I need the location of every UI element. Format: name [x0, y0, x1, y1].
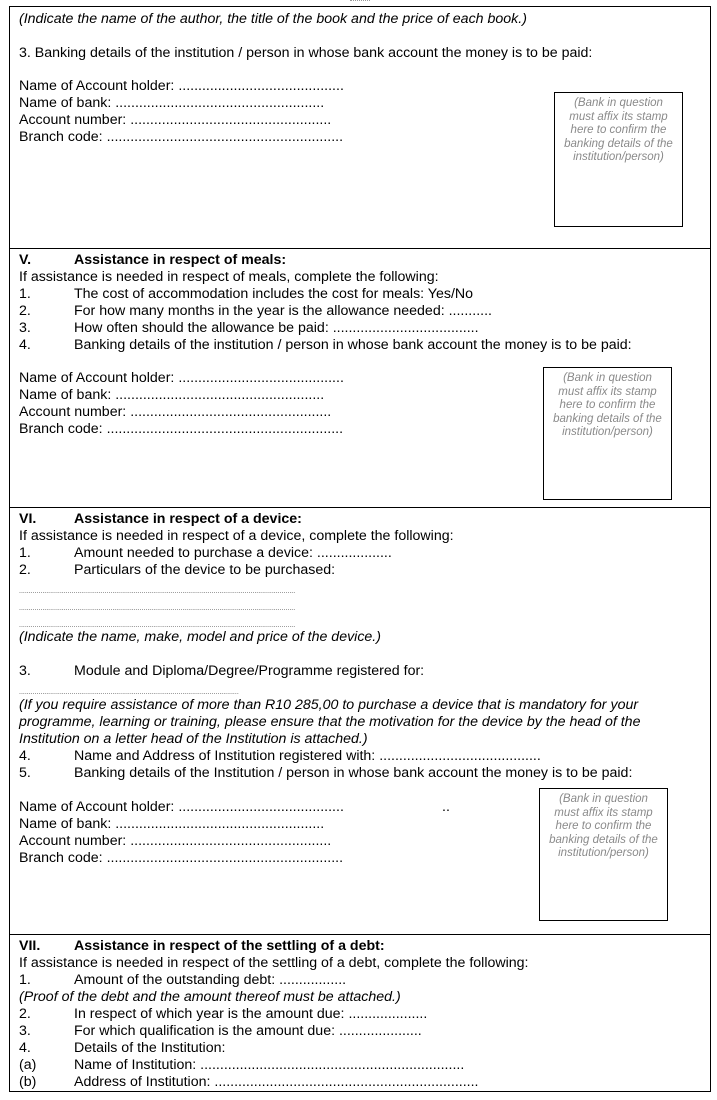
- books-note: (Indicate the name of the author, the title of the book and the price of each book.): [19, 11, 527, 27]
- branch-code-label: Branch code: ............................................................: [19, 421, 344, 437]
- banking-details-heading: 3. Banking details of the institution / person in whose bank account the money is to be paid:: [19, 45, 593, 61]
- account-holder-label: Name of Account holder: ..........................................: [19, 799, 344, 815]
- debt-heading: VII. Assistance in respect of the settling of a debt:: [19, 938, 385, 954]
- device-particulars-line-1[interactable]: ..............................................................................................................................................: [19, 588, 296, 595]
- device-particulars-line-2[interactable]: ..............................................................................................................................................: [19, 605, 296, 612]
- debt-item-2: 2. In respect of which year is the amount due: ....................: [19, 1006, 428, 1022]
- account-number-field[interactable]: ...................................................: [130, 404, 332, 420]
- device-intro: If assistance is needed in respect of a device, complete the following:: [19, 528, 454, 544]
- bank-stamp-box: (Bank in question must affix its stamp here to confirm the banking details of the institution/person): [554, 92, 683, 227]
- section-meals: [9, 248, 711, 508]
- debt-item-b: (b) Address of Institution: ...................................................................: [19, 1074, 479, 1090]
- branch-code-field[interactable]: ............................................................: [106, 129, 344, 145]
- device-item-1: 1. Amount needed to purchase a device: ...................: [19, 545, 392, 561]
- device-item-5: 5. Banking details of the Institution / person in whose bank account the money is to be paid:: [19, 765, 633, 781]
- debt-proof-note: (Proof of the debt and the amount thereof must be attached.): [19, 989, 401, 1005]
- section-device: [9, 507, 711, 935]
- account-holder-field[interactable]: ..........................................: [178, 799, 344, 815]
- meals-intro: If assistance is needed in respect of meals, complete the following:: [19, 269, 439, 285]
- account-number-label: Account number: ...................................................: [19, 112, 332, 128]
- bank-name-label: Name of bank: .....................................................: [19, 387, 325, 403]
- stray-dots: ..: [442, 799, 450, 815]
- meals-item-1: 1. The cost of accommodation includes the cost for meals: Yes/No: [19, 286, 474, 302]
- meals-item-3: 3. How often should the allowance be paid: .....................................: [19, 320, 479, 336]
- meals-item-4: 4. Banking details of the institution / person in whose bank account the money is to be paid:: [19, 337, 632, 353]
- account-number-field[interactable]: ...................................................: [130, 112, 332, 128]
- account-holder-label: Name of Account holder: ..........................................: [19, 78, 344, 94]
- device-item-4: 4. Name and Address of Institution registered with: .........................................: [19, 748, 541, 764]
- device-item-3: 3. Module and Diploma/Degree/Programme registered for:: [19, 663, 425, 679]
- device-warning-3: Institution on a letter head of the Institution is attached.): [19, 731, 368, 747]
- device-warning-2: programme, learning or training, please ensure that the motivation for the device by the head of the: [19, 714, 641, 730]
- meals-heading: V. Assistance in respect of meals:: [19, 252, 287, 268]
- branch-code-label: Branch code: ............................................................: [19, 850, 344, 866]
- section-books-banking: [9, 6, 711, 249]
- debt-item-3: 3. For which qualification is the amount due: .....................: [19, 1023, 422, 1039]
- account-number-field[interactable]: ...................................................: [130, 833, 332, 849]
- device-item-2: 2. Particulars of the device to be purchased:: [19, 562, 336, 578]
- account-holder-label: Name of Account holder: ..........................................: [19, 370, 344, 386]
- bank-name-field[interactable]: .....................................................: [115, 816, 325, 832]
- branch-code-label: Branch code: ............................................................: [19, 129, 344, 145]
- debt-item-a: (a) Name of Institution: ...................................................................: [19, 1057, 465, 1073]
- debt-item-4: 4. Details of the Institution:: [19, 1040, 226, 1056]
- device-heading: VI. Assistance in respect of a device:: [19, 511, 302, 527]
- device-note: (Indicate the name, make, model and price of the device.): [19, 629, 381, 645]
- bank-name-label: Name of bank: .....................................................: [19, 95, 325, 111]
- account-number-label: Account number: ...................................................: [19, 404, 332, 420]
- branch-code-field[interactable]: ............................................................: [106, 421, 344, 437]
- account-holder-field[interactable]: ..........................................: [178, 370, 344, 386]
- account-number-label: Account number: ...................................................: [19, 833, 332, 849]
- device-warning-1: (If you require assistance of more than R10 285,00 to purchase a device that is mandatory for your: [19, 697, 639, 713]
- debt-intro: If assistance is needed in respect of the settling of a debt, complete the following:: [19, 955, 529, 971]
- debt-item-1: 1. Amount of the outstanding debt: .................: [19, 972, 347, 988]
- bank-name-field[interactable]: .....................................................: [115, 387, 325, 403]
- device-particulars-line-3[interactable]: ..............................................................................................................................................: [19, 622, 296, 629]
- branch-code-field[interactable]: ............................................................: [106, 850, 344, 866]
- bank-name-field[interactable]: .....................................................: [115, 95, 325, 111]
- bank-stamp-box: (Bank in question must affix its stamp here to confirm the banking details of the institution/person): [543, 367, 672, 500]
- page-number-mark: [350, 0, 370, 1]
- section-debt: [9, 934, 711, 1092]
- bank-stamp-box: (Bank in question must affix its stamp here to confirm the banking details of the institution/person): [539, 788, 668, 921]
- programme-field[interactable]: .................................................................................................................: [19, 689, 239, 696]
- account-holder-field[interactable]: ..........................................: [178, 78, 344, 94]
- bank-name-label: Name of bank: .....................................................: [19, 816, 325, 832]
- meals-item-2: 2. For how many months in the year is the allowance needed: ...........: [19, 303, 492, 319]
